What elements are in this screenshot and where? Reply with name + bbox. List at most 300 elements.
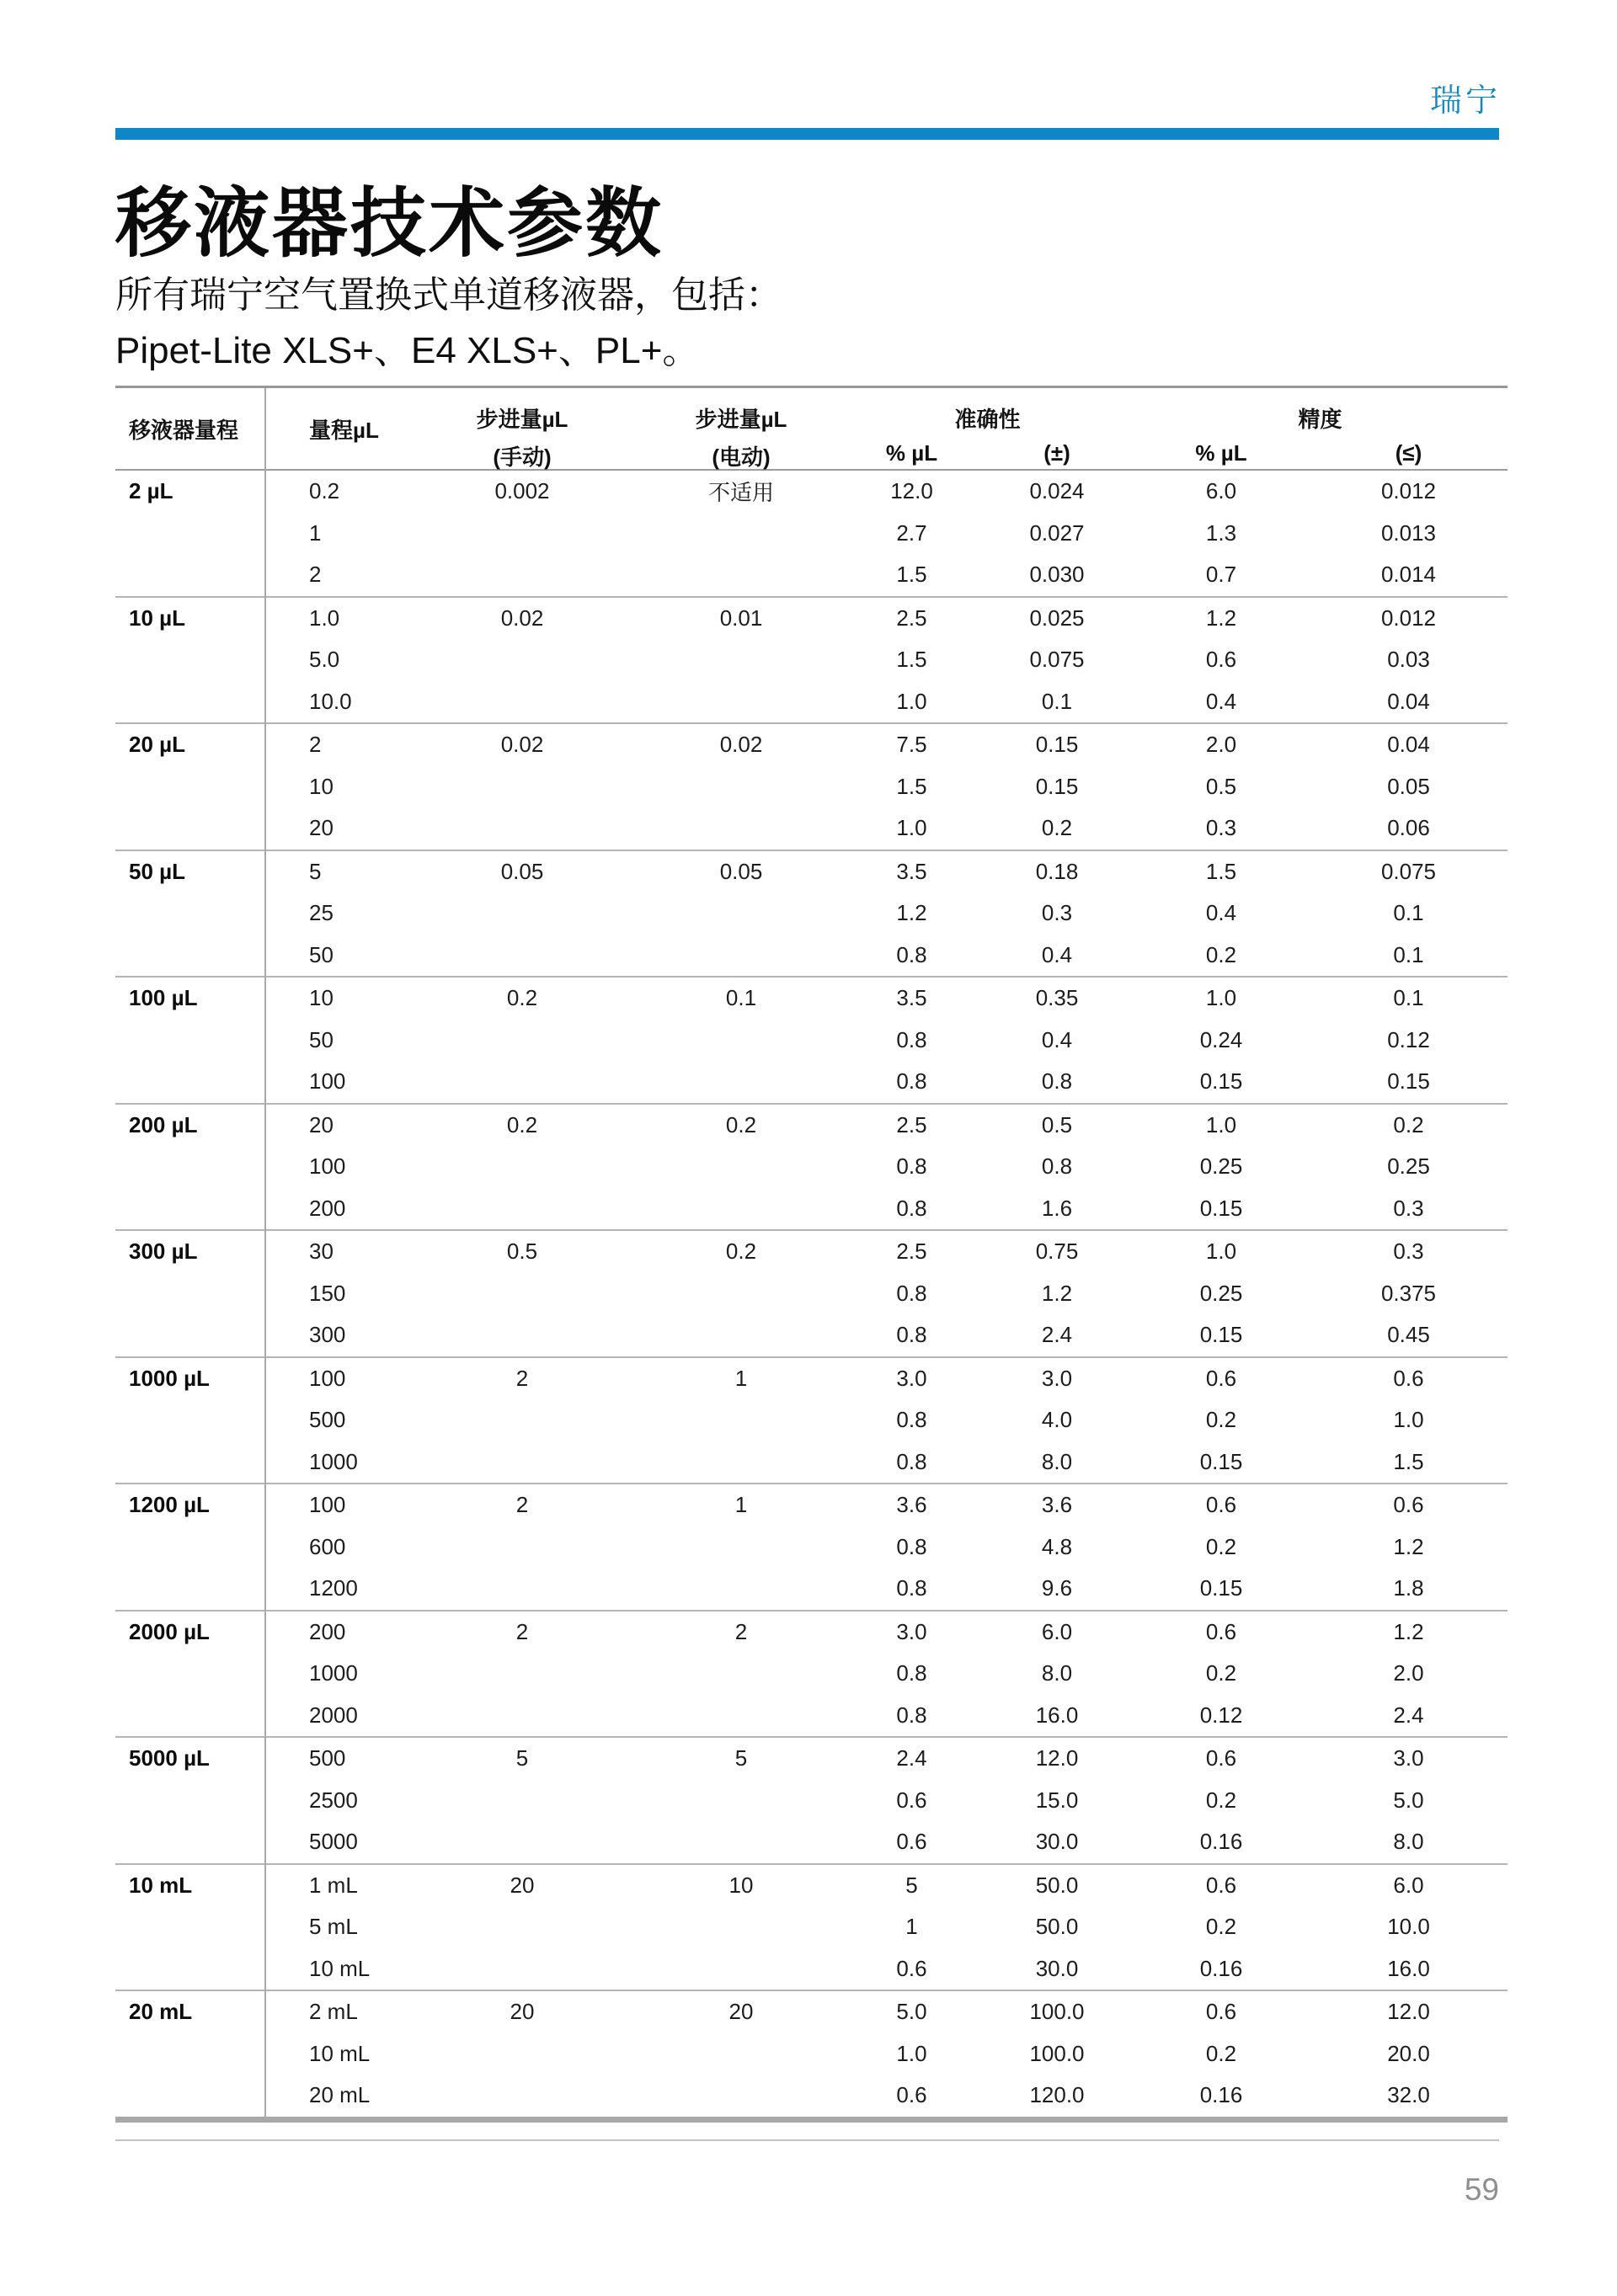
- cell-precision-abs: 0.03: [1387, 647, 1430, 673]
- cell-increment-manual: 2: [515, 1618, 529, 1644]
- cell-accuracy-abs: 0.5: [1041, 1111, 1073, 1137]
- table-group: [115, 596, 1508, 723]
- range-label: 300 µL: [129, 1239, 198, 1265]
- cell-accuracy-abs: 4.8: [1041, 1533, 1073, 1559]
- cell-accuracy-abs: 16.0: [1035, 1702, 1079, 1728]
- cell-volume: 200: [309, 1618, 346, 1644]
- table-group: [115, 471, 1508, 596]
- col-header-volume: 量程µL: [309, 417, 379, 443]
- table-group: [115, 1356, 1508, 1484]
- cell-accuracy-abs: 0.75: [1035, 1239, 1079, 1265]
- col-subheader-accuracy-abs: (±): [1043, 440, 1070, 466]
- cell-precision-abs: 1.0: [1393, 1407, 1424, 1433]
- cell-increment-electronic: 1: [734, 1492, 748, 1518]
- cell-volume: 300: [309, 1322, 346, 1348]
- cell-volume: 20: [309, 1111, 334, 1137]
- cell-volume: 100: [309, 1365, 346, 1391]
- cell-accuracy-abs: 0.8: [1041, 1068, 1073, 1095]
- cell-precision-pct: 0.4: [1205, 688, 1237, 714]
- cell-accuracy-pct: 1.0: [896, 2040, 927, 2066]
- cell-accuracy-abs: 4.0: [1041, 1407, 1073, 1433]
- cell-precision-pct: 1.0: [1205, 985, 1237, 1011]
- cell-increment-electronic: 0.02: [719, 732, 763, 758]
- cell-accuracy-abs: 0.15: [1035, 773, 1079, 799]
- cell-precision-pct: 0.6: [1205, 647, 1237, 673]
- cell-increment-electronic: 0.01: [719, 605, 763, 631]
- cell-precision-pct: 0.16: [1199, 1829, 1243, 1855]
- col-subheader-precision-pct: % µL: [1195, 440, 1247, 466]
- cell-accuracy-pct: 2.5: [896, 1239, 927, 1265]
- cell-accuracy-pct: 1.0: [896, 688, 927, 714]
- cell-accuracy-pct: 12.0: [890, 478, 933, 504]
- col-header-accuracy-group: 准确性: [954, 407, 1021, 432]
- cell-increment-manual: [404, 639, 640, 681]
- cell-volume: 0.2: [309, 478, 340, 504]
- cell-precision-pct: 0.5: [1205, 773, 1237, 799]
- cell-precision-abs: 0.04: [1387, 688, 1430, 714]
- cell-accuracy-abs: 100.0: [1029, 1999, 1085, 2025]
- cell-precision-pct: 0.16: [1199, 2082, 1243, 2108]
- cell-precision-abs: 1.5: [1393, 1448, 1424, 1474]
- cell-precision-pct: 6.0: [1205, 478, 1237, 504]
- cell-volume: 30: [309, 1239, 334, 1265]
- cell-accuracy-pct: 0.8: [896, 1702, 927, 1728]
- cell-increment-electronic: 0.1: [725, 985, 757, 1011]
- cell-increment-manual: [404, 1906, 640, 1948]
- cell-precision-abs: 0.05: [1387, 773, 1430, 799]
- cell-increment-manual: 0.02: [500, 732, 544, 758]
- cell-precision-pct: 0.6: [1205, 1872, 1237, 1898]
- cell-increment-manual: 5: [515, 1745, 529, 1771]
- accent-rule: [115, 128, 1499, 140]
- cell-precision-pct: 1.2: [1205, 605, 1237, 631]
- cell-accuracy-abs: 1.2: [1041, 1280, 1073, 1306]
- cell-volume: 5.0: [309, 647, 340, 673]
- cell-accuracy-abs: 6.0: [1041, 1618, 1073, 1644]
- cell-accuracy-pct: 1.5: [896, 562, 927, 588]
- cell-increment-manual: [404, 1399, 640, 1441]
- table-group: [115, 1103, 1508, 1230]
- cell-increment-manual: 0.5: [506, 1239, 538, 1265]
- cell-increment-electronic: [640, 1273, 842, 1315]
- cell-accuracy-abs: 9.6: [1041, 1575, 1073, 1601]
- range-label: 2 µL: [129, 478, 173, 504]
- cell-accuracy-abs: 30.0: [1035, 1955, 1079, 1981]
- cell-volume: 10 mL: [309, 1955, 371, 1981]
- cell-accuracy-pct: 0.6: [896, 1955, 927, 1981]
- cell-increment-manual: [404, 1526, 640, 1569]
- cell-precision-abs: 0.25: [1387, 1153, 1430, 1180]
- cell-precision-abs: 1.2: [1393, 1618, 1424, 1644]
- cell-increment-electronic: [640, 639, 842, 681]
- cell-precision-abs: 0.15: [1387, 1068, 1430, 1095]
- cell-accuracy-abs: 50.0: [1035, 1872, 1079, 1898]
- cell-volume: 1 mL: [309, 1872, 358, 1898]
- cell-increment-electronic: [640, 1526, 842, 1569]
- cell-accuracy-abs: 8.0: [1041, 1448, 1073, 1474]
- cell-accuracy-pct: 3.0: [896, 1618, 927, 1644]
- cell-accuracy-pct: 0.8: [896, 1068, 927, 1095]
- cell-increment-electronic: [640, 1780, 842, 1822]
- cell-increment-electronic: [640, 1695, 842, 1737]
- range-label: 50 µL: [129, 858, 186, 884]
- subtitle-line-1: 所有瑞宁空气置换式单道移液器，包括：: [115, 274, 782, 316]
- cell-precision-pct: 0.6: [1205, 1365, 1237, 1391]
- cell-precision-abs: 0.45: [1387, 1322, 1430, 1348]
- cell-precision-abs: 0.2: [1393, 1111, 1424, 1137]
- brand-label: 瑞宁: [1429, 83, 1501, 119]
- cell-accuracy-abs: 0.35: [1035, 985, 1079, 1011]
- cell-volume: 10: [309, 985, 334, 1011]
- col-subheader-precision-abs: (≤): [1395, 440, 1422, 466]
- cell-increment-electronic: [640, 1653, 842, 1695]
- cell-increment-manual: [404, 1568, 640, 1610]
- cell-accuracy-abs: 3.0: [1041, 1365, 1073, 1391]
- cell-precision-pct: 2.0: [1205, 732, 1237, 758]
- cell-precision-pct: 0.24: [1199, 1026, 1243, 1052]
- cell-accuracy-abs: 0.1: [1041, 688, 1073, 714]
- range-label: 1200 µL: [129, 1492, 210, 1518]
- cell-accuracy-pct: 5: [905, 1872, 918, 1898]
- cell-precision-pct: 0.15: [1199, 1448, 1243, 1474]
- cell-precision-abs: 2.4: [1393, 1702, 1424, 1728]
- table-group: [115, 976, 1508, 1103]
- cell-accuracy-pct: 2.5: [896, 605, 927, 631]
- cell-precision-pct: 0.6: [1205, 1618, 1237, 1644]
- cell-precision-abs: 0.012: [1380, 478, 1437, 504]
- cell-increment-manual: [404, 1146, 640, 1188]
- cell-precision-pct: 1.5: [1205, 858, 1237, 884]
- cell-increment-manual: [404, 1061, 640, 1103]
- cell-increment-electronic: 0.05: [719, 858, 763, 884]
- cell-accuracy-abs: 0.8: [1041, 1153, 1073, 1180]
- cell-increment-electronic: [640, 1441, 842, 1484]
- cell-precision-pct: 0.16: [1199, 1955, 1243, 1981]
- cell-increment-electronic: [640, 1399, 842, 1441]
- cell-precision-abs: 8.0: [1393, 1829, 1424, 1855]
- cell-accuracy-pct: 0.8: [896, 1280, 927, 1306]
- cell-accuracy-pct: 3.0: [896, 1365, 927, 1391]
- cell-accuracy-abs: 0.075: [1029, 647, 1085, 673]
- cell-precision-abs: 20.0: [1387, 2040, 1430, 2066]
- range-label: 10 µL: [129, 605, 186, 631]
- cell-accuracy-abs: 12.0: [1035, 1745, 1079, 1771]
- cell-accuracy-pct: 0.8: [896, 1575, 927, 1601]
- cell-accuracy-pct: 0.8: [896, 1153, 927, 1180]
- cell-accuracy-pct: 1: [905, 1914, 918, 1940]
- cell-volume: 1.0: [309, 605, 340, 631]
- cell-volume: 500: [309, 1745, 346, 1771]
- cell-precision-abs: 0.12: [1387, 1026, 1430, 1052]
- cell-precision-abs: 0.013: [1380, 519, 1437, 546]
- cell-volume: 200: [309, 1195, 346, 1221]
- cell-accuracy-pct: 2.4: [896, 1745, 927, 1771]
- cell-increment-electronic: [640, 1146, 842, 1188]
- cell-increment-manual: 20: [510, 1999, 535, 2025]
- table-group: [115, 850, 1508, 977]
- cell-precision-abs: 0.1: [1393, 985, 1424, 1011]
- cell-accuracy-abs: 15.0: [1035, 1787, 1079, 1813]
- cell-precision-pct: 1.3: [1205, 519, 1237, 546]
- cell-precision-abs: 0.3: [1393, 1239, 1424, 1265]
- cell-accuracy-pct: 3.6: [896, 1492, 927, 1518]
- cell-accuracy-pct: 0.8: [896, 1195, 927, 1221]
- cell-increment-electronic: 2: [734, 1618, 748, 1644]
- cell-volume: 1000: [309, 1448, 358, 1474]
- cell-accuracy-abs: 0.030: [1029, 562, 1085, 588]
- cell-precision-abs: 0.06: [1387, 815, 1430, 841]
- cell-increment-electronic: [640, 1821, 842, 1863]
- cell-precision-abs: 0.012: [1380, 605, 1437, 631]
- cell-precision-abs: 1.2: [1393, 1533, 1424, 1559]
- cell-increment-electronic: 20: [728, 1999, 754, 2025]
- cell-increment-electronic: 1: [734, 1365, 748, 1391]
- cell-accuracy-pct: 0.6: [896, 2082, 927, 2108]
- cell-increment-electronic: [640, 681, 842, 723]
- footer-rule: [115, 2139, 1499, 2141]
- cell-precision-pct: 0.2: [1205, 1914, 1237, 1940]
- cell-precision-pct: 1.0: [1205, 1111, 1237, 1137]
- cell-precision-pct: 0.25: [1199, 1280, 1243, 1306]
- cell-volume: 600: [309, 1533, 346, 1559]
- cell-volume: 2: [309, 562, 322, 588]
- cell-accuracy-pct: 3.5: [896, 985, 927, 1011]
- cell-precision-abs: 1.8: [1393, 1575, 1424, 1601]
- cell-accuracy-pct: 0.6: [896, 1829, 927, 1855]
- cell-accuracy-abs: 3.6: [1041, 1492, 1073, 1518]
- cell-increment-electronic: [640, 2033, 842, 2075]
- cell-volume: 2000: [309, 1702, 358, 1728]
- table-group: [115, 1736, 1508, 1863]
- table-group: [115, 1610, 1508, 1737]
- cell-precision-abs: 12.0: [1387, 1999, 1430, 2025]
- cell-accuracy-pct: 0.8: [896, 1322, 927, 1348]
- cell-volume: 2 mL: [309, 1999, 358, 2025]
- cell-precision-abs: 0.1: [1393, 900, 1424, 926]
- cell-accuracy-abs: 0.2: [1041, 815, 1073, 841]
- table-header: [115, 388, 1508, 471]
- cell-precision-abs: 0.075: [1380, 858, 1437, 884]
- cell-accuracy-pct: 0.8: [896, 941, 927, 967]
- cell-accuracy-pct: 0.8: [896, 1533, 927, 1559]
- cell-accuracy-pct: 1.0: [896, 815, 927, 841]
- cell-volume: 10.0: [309, 688, 352, 714]
- cell-precision-pct: 0.15: [1199, 1575, 1243, 1601]
- page-number: 59: [1464, 2172, 1499, 2207]
- page-title: 移液器技术参数: [115, 182, 664, 266]
- table-body: [115, 471, 1508, 2117]
- cell-volume: 1200: [309, 1575, 358, 1601]
- cell-increment-manual: [404, 1314, 640, 1356]
- cell-accuracy-abs: 8.0: [1041, 1660, 1073, 1686]
- cell-increment-manual: [404, 2075, 640, 2117]
- cell-volume: 20 mL: [309, 2082, 371, 2108]
- cell-precision-pct: 0.15: [1199, 1322, 1243, 1348]
- cell-accuracy-pct: 2.7: [896, 519, 927, 546]
- cell-increment-manual: [404, 681, 640, 723]
- cell-precision-abs: 6.0: [1393, 1872, 1424, 1898]
- cell-accuracy-abs: 0.4: [1041, 941, 1073, 967]
- cell-increment-electronic: [640, 1188, 842, 1230]
- cell-increment-manual: 20: [510, 1872, 535, 1898]
- range-label: 5000 µL: [129, 1745, 210, 1771]
- cell-volume: 5000: [309, 1829, 358, 1855]
- cell-accuracy-pct: 0.6: [896, 1787, 927, 1813]
- range-label: 1000 µL: [129, 1365, 210, 1391]
- cell-accuracy-pct: 2.5: [896, 1111, 927, 1137]
- cell-accuracy-pct: 1.5: [896, 647, 927, 673]
- cell-accuracy-abs: 2.4: [1041, 1322, 1073, 1348]
- cell-accuracy-abs: 0.024: [1029, 478, 1085, 504]
- table-group: [115, 1229, 1508, 1356]
- cell-increment-manual: [404, 935, 640, 977]
- cell-increment-manual: [404, 1653, 640, 1695]
- cell-increment-electronic: [640, 1948, 842, 1990]
- cell-increment-electronic: 不适用: [707, 480, 774, 506]
- cell-increment-electronic: [640, 1061, 842, 1103]
- cell-increment-manual: [404, 1020, 640, 1062]
- cell-increment-manual: [404, 1695, 640, 1737]
- cell-increment-electronic: [640, 935, 842, 977]
- cell-volume: 1: [309, 519, 322, 546]
- cell-accuracy-abs: 50.0: [1035, 1914, 1079, 1940]
- cell-accuracy-abs: 100.0: [1029, 2040, 1085, 2066]
- cell-precision-abs: 10.0: [1387, 1914, 1430, 1940]
- cell-precision-pct: 0.2: [1205, 1660, 1237, 1686]
- cell-volume: 10 mL: [309, 2040, 371, 2066]
- cell-increment-manual: [404, 766, 640, 808]
- cell-increment-electronic: 5: [734, 1745, 748, 1771]
- cell-increment-manual: [404, 807, 640, 850]
- cell-precision-pct: 0.2: [1205, 1407, 1237, 1433]
- cell-increment-manual: 0.002: [494, 478, 550, 504]
- cell-increment-electronic: [640, 1314, 842, 1356]
- cell-precision-pct: 0.2: [1205, 1533, 1237, 1559]
- cell-accuracy-pct: 1.5: [896, 773, 927, 799]
- cell-precision-abs: 3.0: [1393, 1745, 1424, 1771]
- spec-table: [115, 386, 1508, 2123]
- cell-volume: 10: [309, 773, 334, 799]
- cell-increment-electronic: [640, 1568, 842, 1610]
- cell-accuracy-abs: 30.0: [1035, 1829, 1079, 1855]
- cell-increment-manual: [404, 1441, 640, 1484]
- cell-accuracy-abs: 0.3: [1041, 900, 1073, 926]
- cell-accuracy-pct: 5.0: [896, 1999, 927, 2025]
- cell-accuracy-pct: 1.2: [896, 900, 927, 926]
- cell-accuracy-pct: 0.8: [896, 1026, 927, 1052]
- table-group: [115, 1990, 1508, 2117]
- cell-increment-manual: [404, 892, 640, 935]
- cell-precision-pct: 0.4: [1205, 900, 1237, 926]
- col-subheader-manual: (手动): [493, 445, 552, 470]
- table-group: [115, 1483, 1508, 1610]
- cell-precision-abs: 32.0: [1387, 2082, 1430, 2108]
- cell-precision-abs: 0.6: [1393, 1492, 1424, 1518]
- cell-precision-abs: 0.04: [1387, 732, 1430, 758]
- cell-volume: 100: [309, 1068, 346, 1095]
- cell-increment-manual: [404, 1821, 640, 1863]
- cell-precision-abs: 16.0: [1387, 1955, 1430, 1981]
- col-subheader-electronic: (电动): [712, 445, 771, 470]
- cell-precision-pct: 0.6: [1205, 1745, 1237, 1771]
- range-label: 2000 µL: [129, 1618, 210, 1644]
- cell-accuracy-pct: 0.8: [896, 1448, 927, 1474]
- cell-precision-abs: 0.6: [1393, 1365, 1424, 1391]
- cell-volume: 50: [309, 1026, 334, 1052]
- cell-accuracy-pct: 7.5: [896, 732, 927, 758]
- cell-increment-electronic: [640, 766, 842, 808]
- cell-increment-electronic: [640, 1906, 842, 1948]
- cell-precision-pct: 0.15: [1199, 1068, 1243, 1095]
- table-group: [115, 1863, 1508, 1990]
- cell-accuracy-abs: 0.4: [1041, 1026, 1073, 1052]
- cell-volume: 150: [309, 1280, 346, 1306]
- cell-volume: 20: [309, 815, 334, 841]
- cell-volume: 1000: [309, 1660, 358, 1686]
- range-label: 200 µL: [129, 1111, 198, 1137]
- cell-precision-abs: 0.3: [1393, 1195, 1424, 1221]
- cell-accuracy-pct: 0.8: [896, 1660, 927, 1686]
- cell-increment-manual: [404, 554, 640, 596]
- cell-precision-pct: 0.3: [1205, 815, 1237, 841]
- table-group: [115, 722, 1508, 850]
- cell-precision-abs: 0.1: [1393, 941, 1424, 967]
- cell-precision-pct: 0.2: [1205, 941, 1237, 967]
- cell-volume: 5 mL: [309, 1914, 358, 1940]
- cell-volume: 5: [309, 858, 322, 884]
- cell-increment-manual: [404, 1948, 640, 1990]
- table-vertical-divider: [264, 388, 266, 2117]
- cell-volume: 500: [309, 1407, 346, 1433]
- cell-precision-pct: 0.12: [1199, 1702, 1243, 1728]
- cell-accuracy-pct: 0.8: [896, 1407, 927, 1433]
- cell-precision-abs: 5.0: [1393, 1787, 1424, 1813]
- cell-increment-manual: [404, 1273, 640, 1315]
- cell-increment-manual: [404, 513, 640, 555]
- cell-increment-manual: [404, 2033, 640, 2075]
- cell-accuracy-abs: 1.6: [1041, 1195, 1073, 1221]
- cell-volume: 50: [309, 941, 334, 967]
- col-header-increment-electronic: 步进量µL: [695, 407, 787, 432]
- cell-volume: 100: [309, 1492, 346, 1518]
- cell-accuracy-abs: 0.18: [1035, 858, 1079, 884]
- cell-increment-manual: 0.02: [500, 605, 544, 631]
- cell-precision-pct: 0.15: [1199, 1195, 1243, 1221]
- cell-precision-abs: 0.014: [1380, 562, 1437, 588]
- cell-precision-pct: 0.25: [1199, 1153, 1243, 1180]
- cell-increment-manual: 0.2: [506, 985, 538, 1011]
- cell-volume: 100: [309, 1153, 346, 1180]
- cell-accuracy-abs: 0.15: [1035, 732, 1079, 758]
- cell-precision-abs: 0.375: [1380, 1280, 1437, 1306]
- range-label: 100 µL: [129, 985, 198, 1011]
- cell-volume: 25: [309, 900, 334, 926]
- range-label: 20 µL: [129, 732, 186, 758]
- cell-increment-electronic: [640, 513, 842, 555]
- cell-accuracy-abs: 0.027: [1029, 519, 1085, 546]
- cell-increment-manual: 2: [515, 1365, 529, 1391]
- cell-volume: 2500: [309, 1787, 358, 1813]
- cell-increment-electronic: [640, 892, 842, 935]
- cell-increment-electronic: 10: [728, 1872, 754, 1898]
- cell-accuracy-pct: 3.5: [896, 858, 927, 884]
- col-subheader-accuracy-pct: % µL: [885, 440, 938, 466]
- cell-increment-electronic: [640, 1020, 842, 1062]
- cell-precision-abs: 2.0: [1393, 1660, 1424, 1686]
- subtitle-line-2: Pipet-Lite XLS+、E4 XLS+、PL+。: [115, 330, 700, 371]
- cell-increment-electronic: [640, 807, 842, 850]
- col-header-precision-group: 精度: [1298, 407, 1342, 432]
